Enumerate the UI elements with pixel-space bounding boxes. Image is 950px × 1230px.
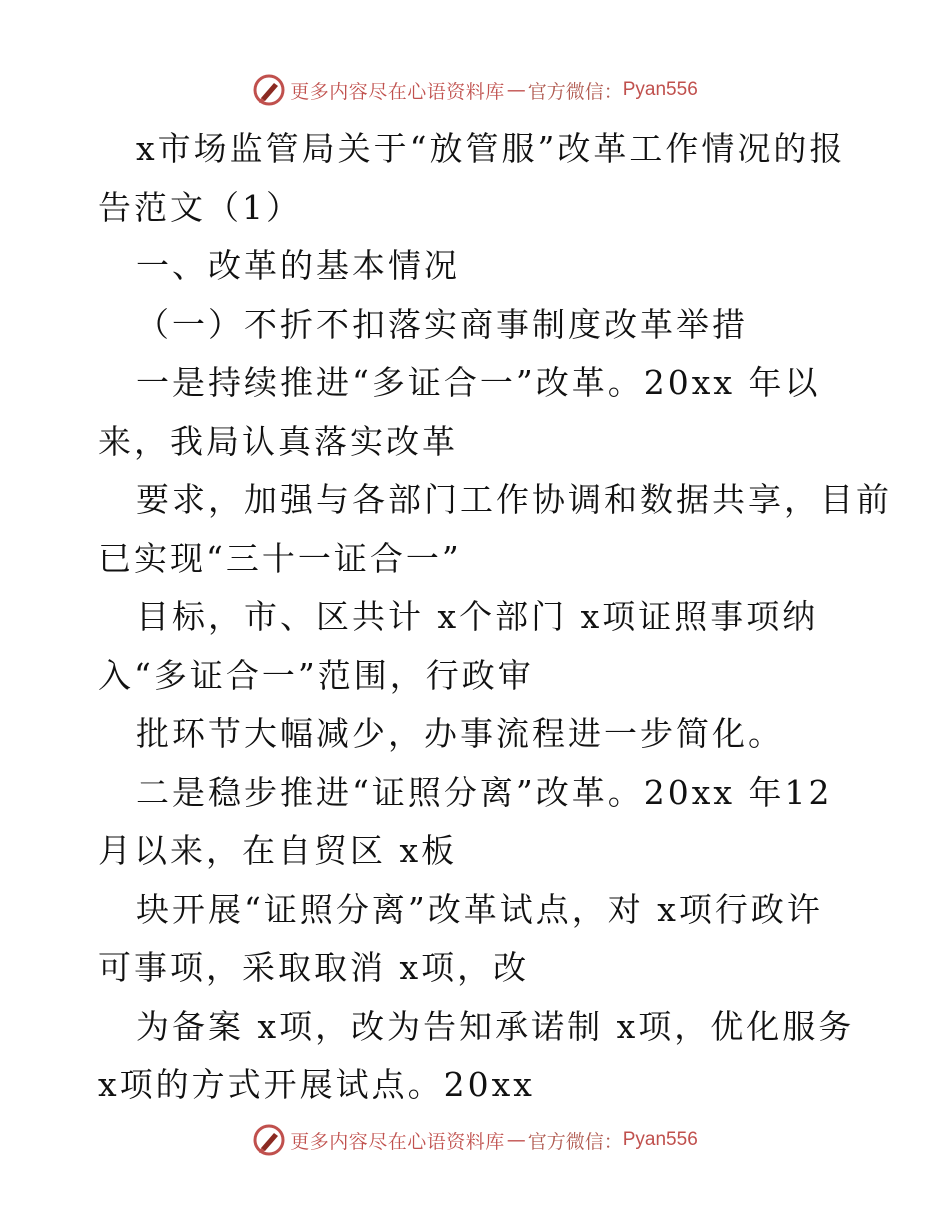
- document-line: x市场监管局关于“放管服”改革工作情况的报: [136, 129, 846, 168]
- document-line: 二是稳步推进“证照分离”改革。20xx 年12: [136, 772, 833, 812]
- watermark-banner-bottom: [0, 1120, 950, 1160]
- document-line: 来，我局认真落实改革: [98, 421, 458, 461]
- watermark-separator: —: [506, 79, 526, 101]
- watermark-wechat-id: Pyan556: [622, 1129, 698, 1150]
- document-line: 入“多证合一”范围，行政审: [98, 655, 534, 695]
- watermark-wechat-id: Pyan556: [622, 79, 698, 100]
- document-line: 一、改革的基本情况: [136, 246, 460, 285]
- document-line: （一）不折不扣落实商事制度改革举措: [136, 304, 748, 344]
- document-line: 块开展“证照分离”改革试点，对 x项行政许: [136, 889, 823, 929]
- document-line: 批环节大幅减少，办事流程进一步简化。: [136, 714, 784, 753]
- document-line: 可事项，采取取消 x项，改: [98, 948, 530, 987]
- watermark-wechat-label: 官方微信：: [527, 80, 623, 103]
- pen-circle-logo-icon: [252, 1123, 286, 1157]
- document-body: [98, 120, 892, 1115]
- document-line: 一是持续推进“多证合一”改革。20xx 年以: [136, 363, 821, 402]
- document-line: 要求，加强与各部门工作协调和数据共享，目前: [136, 480, 892, 519]
- pen-circle-logo-icon: [252, 73, 286, 107]
- document-line: 月以来，在自贸区 x板: [98, 831, 458, 870]
- document-line: 目标，市、区共计 x个部门 x项证照事项纳: [136, 597, 819, 636]
- watermark-text: 更多内容尽在心语资料库: [290, 80, 505, 103]
- document-line: x项的方式开展试点。20xx: [98, 1065, 535, 1104]
- watermark-separator: —: [506, 1129, 526, 1151]
- document-line: 为备案 x项，改为告知承诺制 x项，优化服务: [136, 1006, 855, 1046]
- watermark-text: 更多内容尽在心语资料库: [290, 1130, 505, 1153]
- watermark-banner-top: [0, 70, 950, 110]
- document-line: 告范文（1）: [98, 187, 302, 227]
- document-line: 已实现“三十一证合一”: [98, 538, 462, 578]
- watermark-wechat-label: 官方微信：: [527, 1130, 623, 1153]
